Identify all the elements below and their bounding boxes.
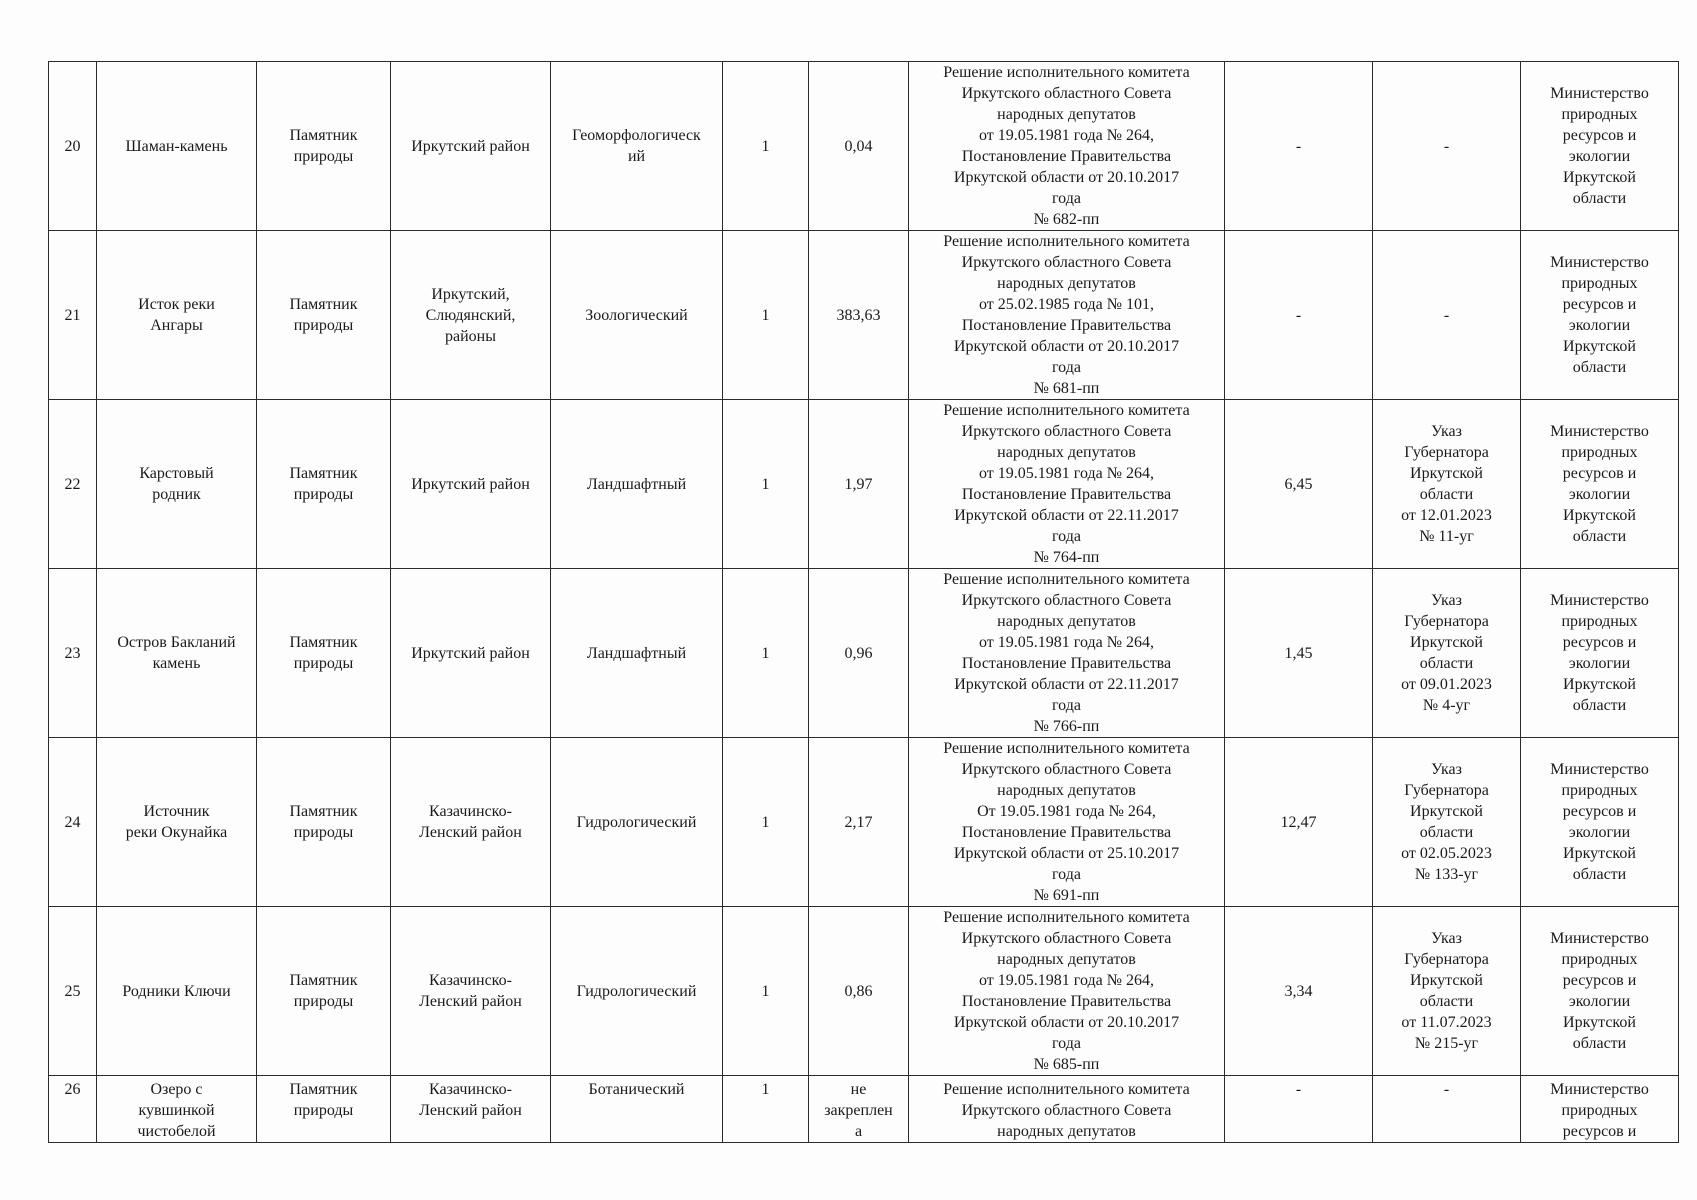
area-district: Казачинско- Ленский район xyxy=(391,907,551,1076)
row-number: 24 xyxy=(49,738,97,907)
area-category: Памятник природы xyxy=(257,738,391,907)
table-row xyxy=(49,907,1679,1076)
table-row xyxy=(49,400,1679,569)
area-hectares: 383,63 xyxy=(809,231,909,400)
row-number: 22 xyxy=(49,400,97,569)
area-hectares: 1,97 xyxy=(809,400,909,569)
area-category: Памятник природы xyxy=(257,569,391,738)
area-profile: Ландшафтный xyxy=(551,400,723,569)
establishing-decision: Решение исполнительного комитета Иркутского областного Совета народных депутатов xyxy=(909,1076,1225,1143)
area-category: Памятник природы xyxy=(257,400,391,569)
buffer-zone-document: - xyxy=(1373,62,1521,231)
protected-areas-table xyxy=(48,61,1679,1143)
buffer-zone-document: - xyxy=(1373,231,1521,400)
establishing-decision: Решение исполнительного комитета Иркутского областного Совета народных депутатов от 25.02.1985 года № 101, Постановление Правительства Иркутской области от 20.10.2017 года № 681-пп xyxy=(909,231,1225,400)
area-significance: 1 xyxy=(723,231,809,400)
buffer-zone-area: 6,45 xyxy=(1225,400,1373,569)
buffer-zone-document: Указ Губернатора Иркутской области от 02.05.2023 № 133-уг xyxy=(1373,738,1521,907)
area-category: Памятник природы xyxy=(257,1076,391,1143)
area-name: Исток реки Ангары xyxy=(97,231,257,400)
area-name: Остров Бакланий камень xyxy=(97,569,257,738)
managing-authority: Министерство природных ресурсов и экологии Иркутской области xyxy=(1521,569,1679,738)
table-row xyxy=(49,62,1679,231)
area-significance: 1 xyxy=(723,62,809,231)
managing-authority: Министерство природных ресурсов и xyxy=(1521,1076,1679,1143)
area-significance: 1 xyxy=(723,569,809,738)
establishing-decision: Решение исполнительного комитета Иркутского областного Совета народных депутатов от 19.05.1981 года № 264, Постановление Правительства Иркутской области от 22.11.2017 года № 766-пп xyxy=(909,569,1225,738)
row-number: 20 xyxy=(49,62,97,231)
area-profile: Геоморфологическ ий xyxy=(551,62,723,231)
buffer-zone-area: 12,47 xyxy=(1225,738,1373,907)
area-significance: 1 xyxy=(723,738,809,907)
area-significance: 1 xyxy=(723,1076,809,1143)
row-number: 21 xyxy=(49,231,97,400)
row-number: 25 xyxy=(49,907,97,1076)
area-profile: Гидрологический xyxy=(551,738,723,907)
row-number: 26 xyxy=(49,1076,97,1143)
managing-authority: Министерство природных ресурсов и экологии Иркутской области xyxy=(1521,907,1679,1076)
area-district: Иркутский, Слюдянский, районы xyxy=(391,231,551,400)
area-hectares: 0,04 xyxy=(809,62,909,231)
buffer-zone-document: Указ Губернатора Иркутской области от 09.01.2023 № 4-уг xyxy=(1373,569,1521,738)
area-hectares: 0,86 xyxy=(809,907,909,1076)
area-name: Озеро с кувшинкой чистобелой xyxy=(97,1076,257,1143)
area-significance: 1 xyxy=(723,907,809,1076)
area-profile: Ландшафтный xyxy=(551,569,723,738)
area-name: Источник реки Окунайка xyxy=(97,738,257,907)
buffer-zone-area: 3,34 xyxy=(1225,907,1373,1076)
area-district: Казачинско- Ленский район xyxy=(391,1076,551,1143)
managing-authority: Министерство природных ресурсов и экологии Иркутской области xyxy=(1521,738,1679,907)
managing-authority: Министерство природных ресурсов и экологии Иркутской области xyxy=(1521,231,1679,400)
area-district: Казачинско- Ленский район xyxy=(391,738,551,907)
establishing-decision: Решение исполнительного комитета Иркутского областного Совета народных депутатов от 19.05.1981 года № 264, Постановление Правительства Иркутской области от 22.11.2017 года № 764-пп xyxy=(909,400,1225,569)
table-row xyxy=(49,569,1679,738)
establishing-decision: Решение исполнительного комитета Иркутского областного Совета народных депутатов От 19.05.1981 года № 264, Постановление Правительства Иркутской области от 25.10.2017 года № 691-пп xyxy=(909,738,1225,907)
table-row xyxy=(49,1076,1679,1143)
area-profile: Зоологический xyxy=(551,231,723,400)
buffer-zone-document: Указ Губернатора Иркутской области от 12.01.2023 № 11-уг xyxy=(1373,400,1521,569)
area-district: Иркутский район xyxy=(391,569,551,738)
table-row xyxy=(49,738,1679,907)
area-district: Иркутский район xyxy=(391,62,551,231)
buffer-zone-area: - xyxy=(1225,62,1373,231)
area-significance: 1 xyxy=(723,400,809,569)
area-hectares: не закреплен а xyxy=(809,1076,909,1143)
area-name: Родники Ключи xyxy=(97,907,257,1076)
area-name: Шаман-камень xyxy=(97,62,257,231)
area-profile: Ботанический xyxy=(551,1076,723,1143)
buffer-zone-document: - xyxy=(1373,1076,1521,1143)
area-hectares: 0,96 xyxy=(809,569,909,738)
area-profile: Гидрологический xyxy=(551,907,723,1076)
area-hectares: 2,17 xyxy=(809,738,909,907)
area-category: Памятник природы xyxy=(257,231,391,400)
buffer-zone-area: 1,45 xyxy=(1225,569,1373,738)
area-category: Памятник природы xyxy=(257,907,391,1076)
area-district: Иркутский район xyxy=(391,400,551,569)
establishing-decision: Решение исполнительного комитета Иркутского областного Совета народных депутатов от 19.05.1981 года № 264, Постановление Правительства Иркутской области от 20.10.2017 года № 685-пп xyxy=(909,907,1225,1076)
row-number: 23 xyxy=(49,569,97,738)
establishing-decision: Решение исполнительного комитета Иркутского областного Совета народных депутатов от 19.05.1981 года № 264, Постановление Правительства Иркутской области от 20.10.2017 года № 682-пп xyxy=(909,62,1225,231)
buffer-zone-area: - xyxy=(1225,1076,1373,1143)
area-name: Карстовый родник xyxy=(97,400,257,569)
managing-authority: Министерство природных ресурсов и экологии Иркутской области xyxy=(1521,62,1679,231)
buffer-zone-area: - xyxy=(1225,231,1373,400)
table-row xyxy=(49,231,1679,400)
buffer-zone-document: Указ Губернатора Иркутской области от 11.07.2023 № 215-уг xyxy=(1373,907,1521,1076)
area-category: Памятник природы xyxy=(257,62,391,231)
managing-authority: Министерство природных ресурсов и экологии Иркутской области xyxy=(1521,400,1679,569)
